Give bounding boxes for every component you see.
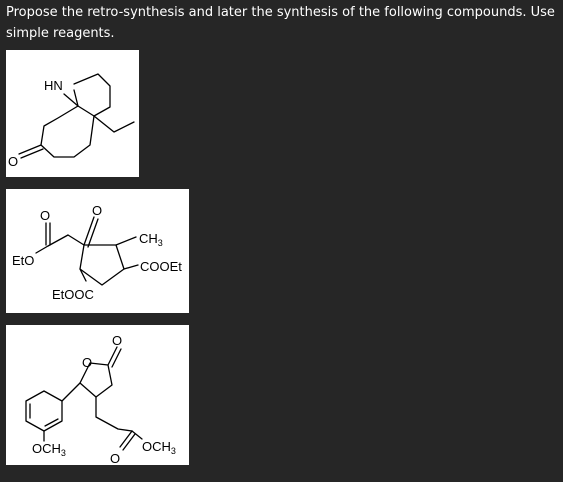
compound-3-ring-oxygen-label: O	[82, 355, 93, 370]
compound-2-cyclopentane-ring	[80, 245, 124, 285]
compound-2-cooet-label: COOEt	[140, 259, 182, 274]
compound-2-eto-label: EtO	[12, 253, 35, 268]
compound-2-cooet-bond	[124, 265, 138, 269]
compound-1-cyclohexanone-ring	[41, 106, 94, 157]
compound-3-side-chain	[96, 397, 132, 431]
compound-3-methoxy-subscript: 3	[60, 448, 66, 458]
compound-3-benzene-ring	[26, 391, 62, 431]
compound-3-ester-carbonyl-2	[123, 434, 135, 450]
compound-2-svg	[6, 189, 189, 313]
compound-3-ester-methoxy-label	[142, 439, 176, 456]
compound-3-ester-methoxy-subscript: 3	[170, 446, 176, 456]
compound-1-structure	[6, 50, 139, 177]
compound-2-ketone-oxygen-label: O	[92, 203, 103, 218]
compound-1-oxygen-label: O	[8, 154, 19, 169]
compound-1-carbonyl-bond-2	[21, 149, 43, 158]
compound-3-carbonyl-oxygen-label: O	[112, 333, 123, 348]
compound-2-ch2-bond-1	[48, 235, 68, 246]
compound-1-piperidine-ring	[74, 74, 110, 116]
compound-3-lactone-carbonyl	[108, 347, 117, 365]
compound-3-lactone-carbonyl-2	[112, 349, 121, 367]
compound-3-ester-oxygen-label: O	[110, 451, 121, 465]
compound-2-methyl-bond	[116, 237, 136, 245]
compound-2-ketone-bond-2	[88, 219, 98, 247]
compound-3-ester-carbonyl	[120, 431, 132, 447]
compound-3-aryl-lactone-bond	[62, 383, 80, 401]
compound-2-ch2-bond-2	[68, 235, 84, 245]
compound-3-methoxy-label	[32, 441, 66, 458]
compound-1-carbonyl-bond	[19, 145, 41, 154]
question-text: Propose the retro-synthesis and later the synthesis of the following compounds. Use simple reagents.	[6, 5, 555, 41]
compound-2-methyl-text: CH	[139, 231, 158, 246]
compound-1-ethyl-group	[94, 116, 134, 132]
compound-3-svg	[6, 325, 189, 465]
compound-2-ester-oxygen-label: O	[40, 208, 51, 223]
compound-3-structure	[6, 325, 189, 465]
compound-2-eto-bond	[36, 246, 48, 253]
compound-2-ketone-bond	[84, 217, 94, 245]
compound-2-methyl-subscript: 3	[157, 238, 163, 248]
compound-1-svg	[6, 50, 139, 177]
compound-2-methyl-label	[139, 231, 163, 248]
compound-2-etooc-label: EtOOC	[52, 287, 94, 302]
compound-3-methoxy-text: OCH	[32, 441, 61, 456]
compound-2-structure	[6, 189, 189, 313]
compound-3-ester-methoxy-text: OCH	[142, 439, 171, 454]
compound-1-nh-label: HN	[44, 78, 63, 93]
